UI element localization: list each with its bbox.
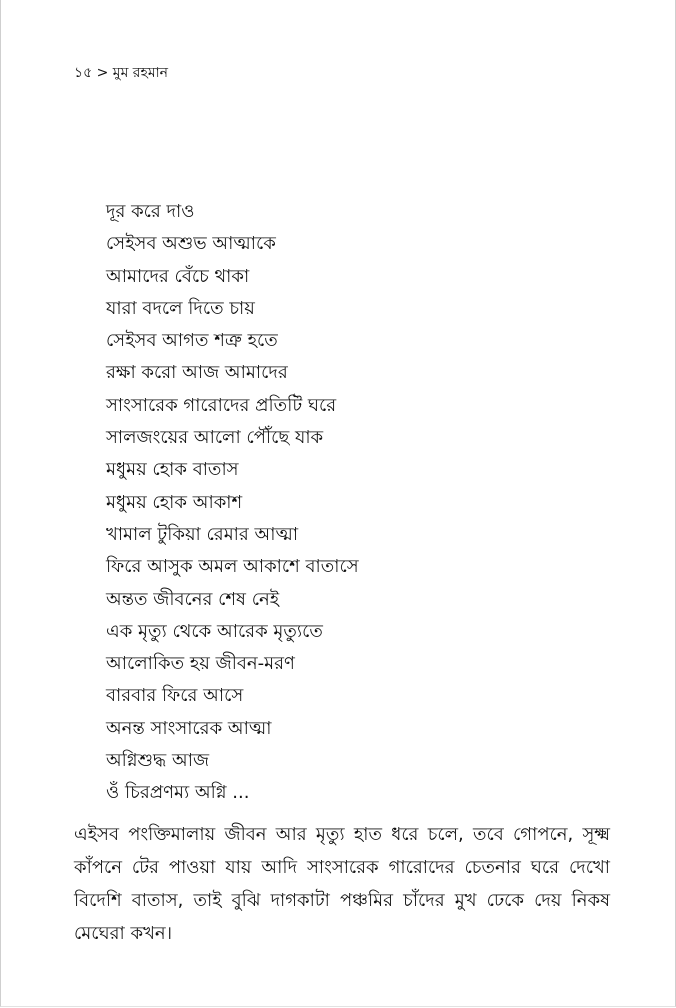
poem-line: সেইসব আগত শত্রু হতে — [106, 330, 278, 352]
poem-line: সেইসব অশুভ আত্মাকে — [106, 233, 276, 255]
poem-line: আলোকিত হয় জীবন-মরণ — [106, 653, 295, 675]
poem-line: এক মৃত্যু থেকে আরেক মৃত্যুতে — [106, 620, 323, 642]
poem — [106, 196, 359, 810]
poem-line: ফিরে আসুক অমল আকাশে বাতাসে — [106, 556, 359, 578]
poem-line: মধুময় হোক আকাশ — [106, 491, 243, 513]
prose-paragraph: এইসব পংক্তিমালায় জীবন আর মৃত্যু হাত ধরে চলে, তবে গোপনে, সূক্ষ্ম কাঁপনে টের পাওয়া যায় আদি সাংসারেক গারোদের চেতনার ঘরে দেখো বিদেশি বাতাস, তাই বুঝি দাগকাটা পঞ্চমির চাঁদের মুখ ঢেকে দেয় নিকষ মেঘেরা কখন। — [74, 824, 610, 944]
poem-line: অন্তত জীবনের শেষ নেই — [106, 588, 280, 610]
poem-line: রক্ষা করো আজ আমাদের — [106, 362, 288, 384]
poem-line: খামাল টুকিয়া রেমার আত্মা — [106, 523, 299, 545]
poem-line: ওঁ চিরপ্রণম্য অগ্নি ... — [106, 782, 250, 804]
poem-line: সাংসারেক গারোদের প্রতিটি ঘরে — [106, 394, 337, 416]
poem-line: যারা বদলে দিতে চায় — [106, 297, 255, 319]
poem-line: অনন্ত সাংসারেক আত্মা — [106, 717, 272, 739]
running-header: ১৫ > মুম রহমান — [74, 65, 169, 81]
poem-line: দূর করে দাও — [106, 201, 195, 222]
poem-line: সালজংয়ের আলো পৌঁছে যাক — [106, 427, 324, 449]
poem-line: মধুময় হোক বাতাস — [106, 459, 239, 481]
poem-line: বারবার ফিরে আসে — [106, 685, 244, 707]
poem-line: অগ্নিশুদ্ধ আজ — [106, 750, 210, 772]
poem-line: আমাদের বেঁচে থাকা — [106, 265, 250, 287]
